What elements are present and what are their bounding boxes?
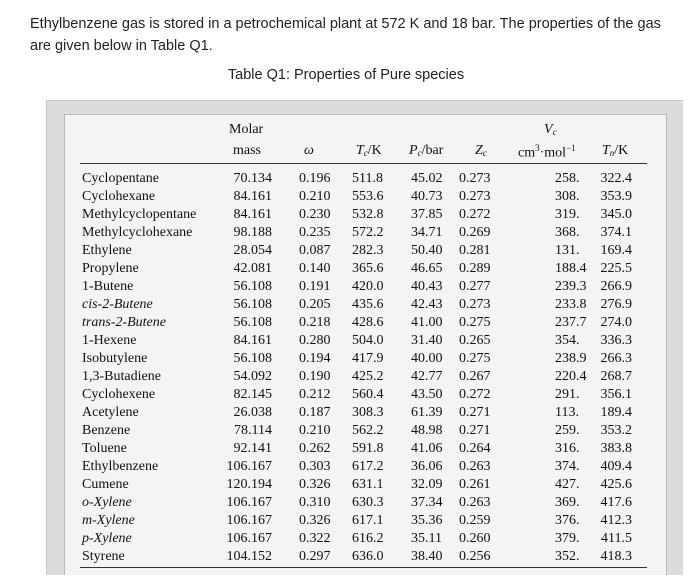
cell-omega: 0.210 bbox=[299, 423, 331, 438]
cell-pc: 41.06 bbox=[411, 441, 443, 456]
cell-tn: 353.9 bbox=[600, 189, 632, 204]
cell-name: trans-2-Butene bbox=[82, 315, 166, 330]
cell-omega: 0.326 bbox=[299, 477, 331, 492]
cell-tc: 591.8 bbox=[352, 441, 384, 456]
cell-zc: 0.263 bbox=[459, 495, 491, 510]
cell-zc: 0.273 bbox=[459, 297, 491, 312]
cell-vc: 220.4 bbox=[555, 369, 587, 384]
cell-tn: 276.9 bbox=[600, 297, 632, 312]
cell-zc: 0.267 bbox=[459, 369, 491, 384]
table-row bbox=[0, 242, 700, 260]
cell-tc: 308.3 bbox=[352, 405, 384, 420]
cell-tn: 417.6 bbox=[600, 495, 632, 510]
cell-vc: 319. bbox=[555, 207, 580, 222]
cell-name: Methylcyclopentane bbox=[82, 207, 197, 222]
cell-vc: 369. bbox=[555, 495, 580, 510]
cell-zc: 0.272 bbox=[459, 387, 491, 402]
cell-mass: 78.114 bbox=[234, 423, 272, 438]
cell-omega: 0.303 bbox=[299, 459, 331, 474]
cell-vc: 239.3 bbox=[555, 279, 587, 294]
cell-name: m-Xylene bbox=[82, 513, 135, 528]
table-row bbox=[0, 494, 700, 512]
cell-mass: 70.134 bbox=[233, 171, 272, 186]
cell-pc: 37.34 bbox=[411, 495, 443, 510]
cell-pc: 40.43 bbox=[411, 279, 443, 294]
cell-tc: 631.1 bbox=[352, 477, 384, 492]
cell-omega: 0.210 bbox=[299, 189, 331, 204]
table-row bbox=[0, 314, 700, 332]
cell-zc: 0.269 bbox=[459, 225, 491, 240]
table-row bbox=[0, 386, 700, 404]
cell-vc: 354. bbox=[555, 333, 580, 348]
cell-name: Ethylene bbox=[82, 243, 132, 258]
cell-zc: 0.264 bbox=[459, 441, 491, 456]
cell-zc: 0.259 bbox=[459, 513, 491, 528]
cell-tn: 336.3 bbox=[600, 333, 632, 348]
cell-tc: 562.2 bbox=[352, 423, 384, 438]
cell-mass: 54.092 bbox=[233, 369, 272, 384]
cell-vc: 376. bbox=[555, 513, 580, 528]
table-row bbox=[0, 512, 700, 530]
cell-tc: 420.0 bbox=[352, 279, 384, 294]
cell-zc: 0.273 bbox=[459, 189, 491, 204]
cell-zc: 0.272 bbox=[459, 207, 491, 222]
cell-pc: 36.06 bbox=[411, 459, 443, 474]
cell-zc: 0.263 bbox=[459, 459, 491, 474]
cell-omega: 0.322 bbox=[299, 531, 331, 546]
cell-pc: 34.71 bbox=[411, 225, 443, 240]
cell-pc: 35.36 bbox=[411, 513, 443, 528]
cell-vc: 352. bbox=[555, 549, 580, 564]
table-row bbox=[0, 170, 700, 188]
cell-mass: 84.161 bbox=[233, 333, 272, 348]
cell-pc: 41.00 bbox=[411, 315, 443, 330]
cell-mass: 120.194 bbox=[226, 477, 272, 492]
table-row bbox=[0, 368, 700, 386]
table-row bbox=[0, 548, 700, 566]
cell-mass: 98.188 bbox=[233, 225, 272, 240]
cell-pc: 48.98 bbox=[411, 423, 443, 438]
cell-tc: 617.1 bbox=[352, 513, 384, 528]
cell-vc: 113. bbox=[555, 405, 579, 420]
cell-tn: 409.4 bbox=[600, 459, 632, 474]
cell-vc: 238.9 bbox=[555, 351, 587, 366]
cell-pc: 40.00 bbox=[411, 351, 443, 366]
table-row bbox=[0, 206, 700, 224]
cell-name: Cumene bbox=[82, 477, 129, 492]
cell-pc: 43.50 bbox=[411, 387, 443, 402]
cell-tn: 412.3 bbox=[600, 513, 632, 528]
cell-tn: 411.5 bbox=[601, 531, 632, 546]
table-row bbox=[0, 296, 700, 314]
table-row bbox=[0, 260, 700, 278]
cell-name: Cyclohexane bbox=[82, 189, 156, 204]
cell-tc: 572.2 bbox=[352, 225, 384, 240]
cell-name: Toluene bbox=[82, 441, 127, 456]
cell-mass: 106.167 bbox=[226, 459, 272, 474]
cell-vc: 316. bbox=[555, 441, 580, 456]
cell-name: 1-Butene bbox=[82, 279, 134, 294]
cell-omega: 0.190 bbox=[299, 369, 331, 384]
cell-tn: 169.4 bbox=[600, 243, 632, 258]
cell-omega: 0.140 bbox=[299, 261, 331, 276]
cell-omega: 0.196 bbox=[299, 171, 331, 186]
cell-vc: 308. bbox=[555, 189, 580, 204]
cell-omega: 0.235 bbox=[299, 225, 331, 240]
table-row bbox=[0, 332, 700, 350]
cell-tn: 345.0 bbox=[600, 207, 632, 222]
header-vc: $V_c$ bbox=[544, 122, 557, 137]
cell-pc: 38.40 bbox=[411, 549, 443, 564]
cell-pc: 40.73 bbox=[411, 189, 443, 204]
cell-name: Propylene bbox=[82, 261, 139, 276]
cell-zc: 0.260 bbox=[459, 531, 491, 546]
cell-name: Methylcyclohexane bbox=[82, 225, 193, 240]
cell-omega: 0.218 bbox=[299, 315, 331, 330]
cell-vc: 237.7 bbox=[555, 315, 587, 330]
cell-tn: 374.1 bbox=[600, 225, 632, 240]
cell-name: o-Xylene bbox=[82, 495, 132, 510]
cell-tc: 511.8 bbox=[352, 171, 383, 186]
cell-omega: 0.205 bbox=[299, 297, 331, 312]
table-row bbox=[0, 422, 700, 440]
cell-mass: 84.161 bbox=[233, 207, 272, 222]
cell-vc: 233.8 bbox=[555, 297, 587, 312]
cell-pc: 46.65 bbox=[411, 261, 443, 276]
cell-tc: 532.8 bbox=[352, 207, 384, 222]
problem-statement: Ethylbenzene gas is stored in a petrochemical plant at 572 K and 18 bar. The properties of the gas are given below in Table Q1. bbox=[30, 16, 661, 54]
header-mass: mass bbox=[233, 143, 261, 158]
cell-tc: 560.4 bbox=[352, 387, 384, 402]
cell-omega: 0.230 bbox=[299, 207, 331, 222]
cell-name: Cyclohexene bbox=[82, 387, 156, 402]
cell-tc: 636.0 bbox=[352, 549, 384, 564]
cell-vc: 259. bbox=[555, 423, 580, 438]
cell-tc: 617.2 bbox=[352, 459, 384, 474]
cell-tn: 425.6 bbox=[600, 477, 632, 492]
cell-vc: 188.4 bbox=[555, 261, 587, 276]
cell-vc: 368. bbox=[555, 225, 580, 240]
cell-omega: 0.191 bbox=[299, 279, 331, 294]
table-caption: Table Q1: Properties of Pure species bbox=[227, 67, 465, 83]
table-row bbox=[0, 458, 700, 476]
cell-zc: 0.271 bbox=[459, 405, 491, 420]
cell-tn: 383.8 bbox=[600, 441, 632, 456]
cell-tc: 553.6 bbox=[352, 189, 384, 204]
cell-vc: 131. bbox=[555, 243, 580, 258]
cell-mass: 56.108 bbox=[233, 315, 272, 330]
cell-pc: 35.11 bbox=[411, 531, 442, 546]
table-row bbox=[0, 188, 700, 206]
cell-zc: 0.275 bbox=[459, 315, 491, 330]
cell-zc: 0.273 bbox=[459, 171, 491, 186]
header-tn: $T_n/K$ bbox=[602, 143, 629, 158]
cell-name: Ethylbenzene bbox=[82, 459, 159, 474]
cell-name: p-Xylene bbox=[82, 531, 132, 546]
cell-tn: 189.4 bbox=[600, 405, 632, 420]
cell-tn: 274.0 bbox=[600, 315, 632, 330]
table-row bbox=[0, 440, 700, 458]
cell-zc: 0.256 bbox=[459, 549, 491, 564]
table-row bbox=[0, 224, 700, 242]
cell-tc: 504.0 bbox=[352, 333, 384, 348]
cell-tn: 322.4 bbox=[600, 171, 632, 186]
header-pc: $P_c$/bar bbox=[409, 143, 444, 158]
cell-tc: 428.6 bbox=[352, 315, 384, 330]
cell-mass: 56.108 bbox=[233, 297, 272, 312]
header-zc: $Z_c$ bbox=[475, 143, 487, 158]
cell-omega: 0.212 bbox=[299, 387, 331, 402]
cell-vc: 291. bbox=[555, 387, 580, 402]
cell-mass: 82.145 bbox=[233, 387, 272, 402]
header-rule bbox=[80, 163, 647, 164]
cell-pc: 61.39 bbox=[411, 405, 443, 420]
cell-mass: 42.081 bbox=[233, 261, 272, 276]
cell-tc: 282.3 bbox=[352, 243, 384, 258]
cell-vc: 427. bbox=[555, 477, 580, 492]
cell-name: 1,3-Butadiene bbox=[82, 369, 161, 384]
cell-tn: 356.1 bbox=[600, 387, 632, 402]
cell-name: Acetylene bbox=[82, 405, 139, 420]
cell-tc: 630.3 bbox=[352, 495, 384, 510]
cell-mass: 56.108 bbox=[233, 279, 272, 294]
cell-omega: 0.326 bbox=[299, 513, 331, 528]
cell-mass: 92.141 bbox=[233, 441, 272, 456]
cell-name: Cyclopentane bbox=[82, 171, 159, 186]
cell-pc: 42.43 bbox=[411, 297, 443, 312]
cell-tc: 435.6 bbox=[352, 297, 384, 312]
cell-mass: 106.167 bbox=[226, 531, 272, 546]
cell-vc: 379. bbox=[555, 531, 580, 546]
table-row bbox=[0, 476, 700, 494]
cell-tn: 353.2 bbox=[600, 423, 632, 438]
cell-mass: 56.108 bbox=[233, 351, 272, 366]
cell-pc: 45.02 bbox=[411, 171, 443, 186]
cell-zc: 0.277 bbox=[459, 279, 491, 294]
cell-vc: 374. bbox=[555, 459, 580, 474]
cell-zc: 0.289 bbox=[459, 261, 491, 276]
cell-omega: 0.194 bbox=[299, 351, 331, 366]
cell-tn: 418.3 bbox=[600, 549, 632, 564]
cell-mass: 84.161 bbox=[233, 189, 272, 204]
cell-zc: 0.265 bbox=[459, 333, 491, 348]
table-caption-wrap bbox=[0, 66, 700, 84]
cell-tn: 225.5 bbox=[600, 261, 632, 276]
cell-omega: 0.297 bbox=[299, 549, 331, 564]
cell-pc: 50.40 bbox=[411, 243, 443, 258]
table-row bbox=[0, 278, 700, 296]
cell-zc: 0.271 bbox=[459, 423, 491, 438]
cell-pc: 32.09 bbox=[411, 477, 443, 492]
table-row bbox=[0, 530, 700, 548]
cell-zc: 0.261 bbox=[459, 477, 491, 492]
cell-name: Styrene bbox=[82, 549, 125, 564]
cell-omega: 0.280 bbox=[299, 333, 331, 348]
header-omega: ω bbox=[304, 143, 314, 158]
cell-name: 1-Hexene bbox=[82, 333, 137, 348]
header-tc: $T_c/K$ bbox=[356, 143, 382, 158]
table-row bbox=[0, 404, 700, 422]
table-body bbox=[0, 170, 700, 566]
cell-tc: 365.6 bbox=[352, 261, 384, 276]
cell-omega: 0.262 bbox=[299, 441, 331, 456]
bottom-rule bbox=[80, 567, 647, 568]
cell-mass: 106.167 bbox=[226, 495, 272, 510]
cell-name: Isobutylene bbox=[82, 351, 148, 366]
cell-omega: 0.310 bbox=[299, 495, 331, 510]
cell-pc: 37.85 bbox=[411, 207, 443, 222]
cell-mass: 28.054 bbox=[233, 243, 272, 258]
cell-tc: 616.2 bbox=[352, 531, 384, 546]
cell-mass: 104.152 bbox=[226, 549, 272, 564]
cell-zc: 0.275 bbox=[459, 351, 491, 366]
cell-pc: 42.77 bbox=[411, 369, 443, 384]
cell-mass: 106.167 bbox=[226, 513, 272, 528]
cell-tn: 268.7 bbox=[600, 369, 632, 384]
cell-tc: 417.9 bbox=[352, 351, 384, 366]
cell-tc: 425.2 bbox=[352, 369, 384, 384]
cell-mass: 26.038 bbox=[233, 405, 272, 420]
cell-name: cis-2-Butene bbox=[82, 297, 153, 312]
header-molar: Molar bbox=[229, 122, 264, 137]
header-vc-unit: $cm^3\cdot mol^{-1}$ bbox=[518, 143, 576, 161]
cell-tn: 266.3 bbox=[600, 351, 632, 366]
cell-pc: 31.40 bbox=[411, 333, 443, 348]
cell-name: Benzene bbox=[82, 423, 131, 438]
cell-tn: 266.9 bbox=[600, 279, 632, 294]
cell-zc: 0.281 bbox=[459, 243, 491, 258]
cell-omega: 0.187 bbox=[299, 405, 331, 420]
table-row bbox=[0, 350, 700, 368]
cell-vc: 258. bbox=[555, 171, 580, 186]
cell-omega: 0.087 bbox=[299, 243, 331, 258]
